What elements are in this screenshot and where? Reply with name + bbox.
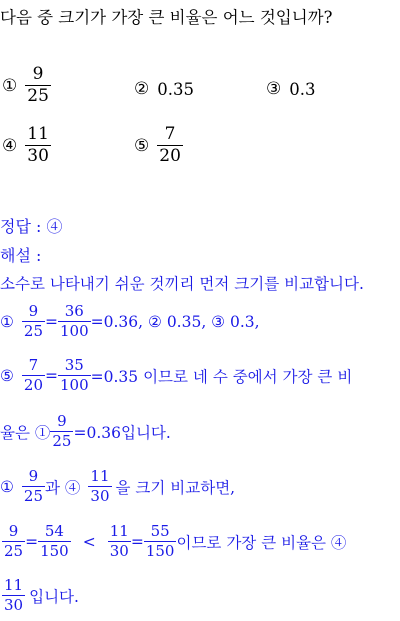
- numerator: 9: [28, 302, 39, 320]
- denominator: 30: [4, 596, 24, 614]
- denominator: 25: [4, 542, 24, 560]
- option-mark: ①: [2, 75, 18, 96]
- option-value: 0.35: [157, 79, 194, 99]
- numerator: 9: [28, 467, 39, 485]
- numerator: 11: [27, 124, 49, 144]
- denominator: 30: [109, 542, 129, 560]
- explanation-line-5: [2, 524, 346, 559]
- line-text: 율은 ①: [0, 423, 51, 442]
- fraction: [22, 358, 45, 393]
- line-text: =0.36, ② 0.35, ③ 0.3,: [90, 312, 260, 331]
- numerator: 11: [109, 522, 129, 540]
- fraction: [144, 524, 177, 559]
- line-text: 입니다.: [29, 587, 79, 606]
- numerator: 9: [32, 64, 44, 84]
- fraction: [58, 358, 91, 393]
- explanation-line-4: [0, 469, 235, 504]
- line-text: 을 크기 비교하면,: [115, 478, 236, 497]
- question-text: 다음 중 크기가 가장 큰 비율은 어느 것입니까?: [0, 8, 333, 27]
- option-fraction: [25, 66, 51, 105]
- option-mark: ⑤: [134, 135, 150, 156]
- explanation-line-1: [0, 304, 260, 339]
- line-text: =0.35 이므로 네 수 중에서 가장 큰 비: [90, 367, 353, 386]
- denominator: 100: [60, 322, 89, 340]
- equals-sign: =: [130, 532, 144, 551]
- option-fraction: [25, 126, 51, 165]
- denominator: 20: [159, 146, 181, 166]
- fraction: [2, 524, 25, 559]
- numerator: 35: [64, 356, 84, 374]
- option-1[interactable]: [2, 66, 51, 105]
- denominator: 100: [60, 376, 89, 394]
- fraction: [88, 469, 111, 504]
- explanation-label: 해설 :: [0, 246, 42, 265]
- fraction: [2, 578, 25, 613]
- fraction: [22, 304, 45, 339]
- equals-sign: =: [45, 366, 58, 385]
- option-value: 0.3: [289, 79, 316, 99]
- numerator: 36: [64, 302, 84, 320]
- denominator: 30: [27, 146, 49, 166]
- line-text: =0.36입니다.: [73, 423, 171, 442]
- denominator: 25: [52, 432, 72, 450]
- denominator: 150: [145, 542, 175, 560]
- explanation-line-3: [0, 414, 171, 449]
- fraction: [58, 304, 91, 339]
- explanation-line-6: [2, 578, 79, 613]
- explanation-intro: 소수로 나타내기 쉬운 것끼리 먼저 크기를 비교합니다.: [0, 275, 364, 293]
- denominator: 25: [27, 86, 49, 106]
- fraction: [38, 524, 71, 559]
- numerator: 11: [4, 576, 24, 594]
- answer-value: ④: [46, 217, 63, 236]
- line-text: 이므로 가장 큰 비율은 ④: [176, 533, 347, 552]
- numerator: 11: [90, 467, 110, 485]
- line-text: 과 ④: [45, 478, 81, 497]
- denominator: 30: [90, 487, 110, 505]
- numerator: 9: [57, 412, 67, 430]
- numerator: 55: [150, 522, 170, 540]
- option-mark: ③: [266, 79, 282, 99]
- denominator: 20: [23, 376, 43, 394]
- answer-line: [0, 214, 63, 237]
- answer-label: 정답 :: [0, 217, 42, 236]
- denominator: 150: [40, 542, 69, 560]
- numerator: 7: [28, 356, 39, 374]
- equals-sign: =: [45, 312, 58, 331]
- option-4[interactable]: [2, 126, 51, 165]
- less-than-sign: <: [82, 532, 96, 551]
- option-fraction: [157, 126, 183, 165]
- circle-mark: ⑤: [0, 366, 14, 385]
- numerator: 9: [8, 522, 19, 540]
- fraction: [50, 414, 73, 449]
- circle-mark: ①: [0, 477, 14, 496]
- fraction: [108, 524, 131, 559]
- denominator: 25: [23, 487, 43, 505]
- explanation-line-2: [0, 358, 352, 393]
- option-2[interactable]: [134, 79, 194, 99]
- numerator: 7: [164, 124, 176, 144]
- fraction: [22, 469, 45, 504]
- circle-mark: ①: [0, 312, 14, 331]
- numerator: 54: [44, 522, 64, 540]
- option-5[interactable]: [134, 126, 183, 165]
- equals-sign: =: [25, 532, 39, 551]
- option-3[interactable]: [266, 79, 316, 99]
- denominator: 25: [23, 322, 43, 340]
- option-mark: ②: [134, 79, 150, 99]
- option-mark: ④: [2, 135, 18, 156]
